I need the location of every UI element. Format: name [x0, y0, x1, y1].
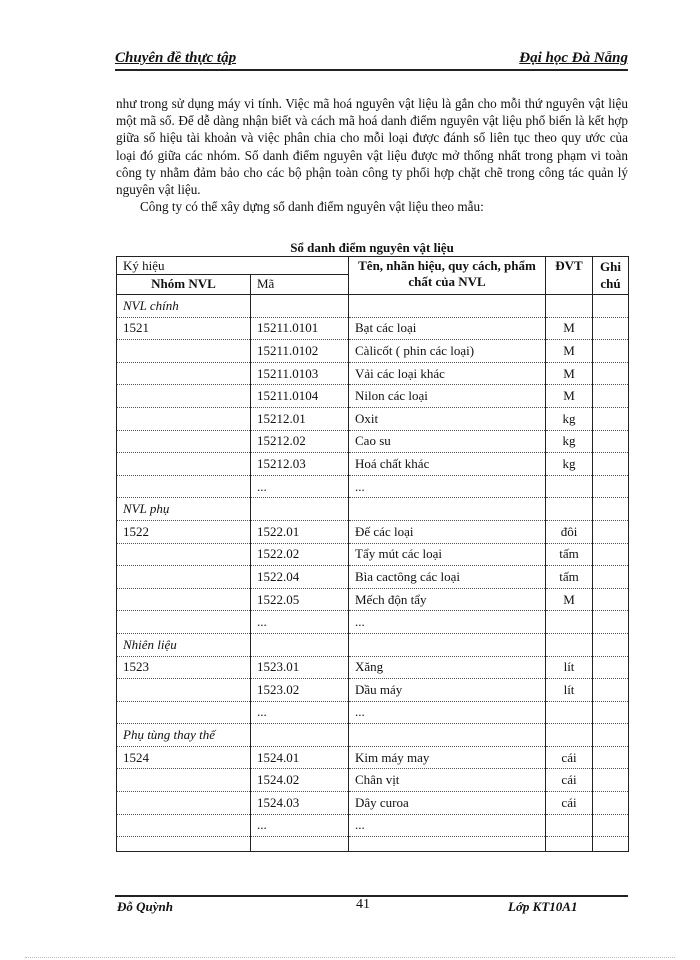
material-name: Nilon các loại: [349, 385, 546, 408]
material-name: Vải các loại khác: [349, 362, 546, 385]
empty-cell: [349, 295, 546, 318]
material-name: ...: [349, 814, 546, 837]
empty-cell: [117, 769, 251, 792]
empty-cell: [251, 498, 349, 521]
table-row: [117, 656, 629, 679]
empty-cell: [117, 475, 251, 498]
material-code: 1523.02: [251, 679, 349, 702]
note-cell: [593, 385, 629, 408]
material-code: 1524.01: [251, 746, 349, 769]
material-code: 15212.03: [251, 453, 349, 476]
table-row: [117, 543, 629, 566]
group-code: 1523: [117, 656, 251, 679]
material-name: Dây curoa: [349, 792, 546, 815]
group-row: [117, 633, 629, 656]
unit: cái: [546, 769, 593, 792]
empty-cell: [117, 814, 251, 837]
empty-cell: [117, 566, 251, 589]
table-row: [117, 317, 629, 340]
header-ma: Mã: [251, 275, 349, 295]
table-row: [117, 475, 629, 498]
empty-cell: [349, 837, 546, 852]
group-name: Phụ tùng thay thế: [117, 724, 251, 747]
group-name: NVL chính: [117, 295, 251, 318]
paragraph: như trong sử dụng máy vi tính. Việc mã hoá nguyên vật liệu là gắn cho mỗi thứ nguyên vật liệu một mã số. Để dễ dàng nhận biết và cách mã hoá danh điểm nguyên vật liệu phổ biến là kết hợp giữa số hiệu tài khoản và việc phân chia cho mỗi loại được đánh số liên tục theo quy ước của loại đó giữa các nhóm. Sổ danh điểm nguyên vật liệu được mở thống nhất trong phạm vi toàn công ty nhằm đảm bảo cho các bộ phận toàn công ty phối hợp chặt chẽ trong công tác quản lý nguyên vật liệu.: [116, 96, 628, 198]
empty-cell: [117, 453, 251, 476]
table-row: [117, 679, 629, 702]
material-name: ...: [349, 475, 546, 498]
group-code: 1524: [117, 746, 251, 769]
table-row: [117, 430, 629, 453]
unit: M: [546, 588, 593, 611]
empty-cell: [349, 633, 546, 656]
note-cell: [593, 611, 629, 634]
material-name: Càlicốt ( phin các loại): [349, 340, 546, 363]
material-code: ...: [251, 611, 349, 634]
material-name: Mếch độn tẩy: [349, 588, 546, 611]
empty-cell: [117, 611, 251, 634]
unit: kg: [546, 430, 593, 453]
empty-cell: [349, 498, 546, 521]
note-cell: [593, 362, 629, 385]
material-code: 15211.0101: [251, 317, 349, 340]
material-code: 1522.05: [251, 588, 349, 611]
material-name: Dầu máy: [349, 679, 546, 702]
table-row: [117, 385, 629, 408]
table-row: [117, 407, 629, 430]
empty-cell: [251, 724, 349, 747]
header-right: Đại học Đà Nẵng: [519, 50, 628, 66]
page-header: [115, 49, 628, 71]
table-row: [117, 340, 629, 363]
note-cell: [593, 475, 629, 498]
unit: tấm: [546, 566, 593, 589]
note-cell: [593, 679, 629, 702]
material-code: 15212.02: [251, 430, 349, 453]
table-caption: Sổ danh điểm nguyên vật liệu: [290, 240, 454, 255]
group-row: [117, 295, 629, 318]
material-code: 1522.04: [251, 566, 349, 589]
unit: [546, 611, 593, 634]
table-row: [117, 362, 629, 385]
empty-cell: [117, 407, 251, 430]
note-cell: [593, 792, 629, 815]
material-name: Chân vịt: [349, 769, 546, 792]
empty-cell: [117, 430, 251, 453]
empty-cell: [117, 385, 251, 408]
unit: lít: [546, 656, 593, 679]
note-cell: [593, 746, 629, 769]
table-row: [117, 611, 629, 634]
page-edge-line: [25, 957, 675, 958]
group-row: [117, 498, 629, 521]
material-name: Tẩy mút các loại: [349, 543, 546, 566]
material-code: 1524.03: [251, 792, 349, 815]
empty-cell: [117, 588, 251, 611]
material-code: 15212.01: [251, 407, 349, 430]
material-name: Cao su: [349, 430, 546, 453]
material-code: ...: [251, 701, 349, 724]
empty-cell: [349, 724, 546, 747]
header-dvt: ĐVT: [546, 257, 593, 295]
material-code: ...: [251, 814, 349, 837]
material-code: 1524.02: [251, 769, 349, 792]
table-row: [117, 520, 629, 543]
note-cell: [593, 701, 629, 724]
page-number: 41: [356, 897, 370, 912]
note-cell: [593, 340, 629, 363]
empty-cell: [546, 837, 593, 852]
note-cell: [593, 814, 629, 837]
empty-cell: [117, 701, 251, 724]
empty-cell: [251, 633, 349, 656]
material-name: Hoá chất khác: [349, 453, 546, 476]
footer-right: Lớp KT10A1: [508, 899, 578, 914]
empty-cell: [117, 362, 251, 385]
note-cell: [593, 453, 629, 476]
note-cell: [593, 566, 629, 589]
empty-cell: [117, 543, 251, 566]
empty-cell: [593, 724, 629, 747]
group-code: 1522: [117, 520, 251, 543]
table-row: [117, 453, 629, 476]
body-text: [116, 95, 628, 215]
note-cell: [593, 407, 629, 430]
note-cell: [593, 317, 629, 340]
material-code: 1522.02: [251, 543, 349, 566]
group-code: 1521: [117, 317, 251, 340]
material-name: Kim máy may: [349, 746, 546, 769]
header-ghi-chu: Ghi chú: [593, 257, 629, 295]
unit: M: [546, 362, 593, 385]
table-row: [117, 746, 629, 769]
material-name: ...: [349, 701, 546, 724]
unit: M: [546, 385, 593, 408]
unit: kg: [546, 407, 593, 430]
material-code: 15211.0102: [251, 340, 349, 363]
empty-cell: [593, 498, 629, 521]
empty-cell: [546, 724, 593, 747]
empty-cell: [546, 295, 593, 318]
unit: [546, 701, 593, 724]
header-nhom: Nhóm NVL: [117, 275, 251, 295]
empty-cell: [546, 498, 593, 521]
empty-cell: [117, 837, 251, 852]
empty-cell: [593, 295, 629, 318]
unit: tấm: [546, 543, 593, 566]
material-code: 1522.01: [251, 520, 349, 543]
material-catalog-table: [116, 256, 629, 852]
unit: kg: [546, 453, 593, 476]
material-name: Xăng: [349, 656, 546, 679]
note-cell: [593, 430, 629, 453]
header-left: Chuyên đề thực tập: [115, 50, 237, 66]
unit: cái: [546, 792, 593, 815]
empty-cell: [593, 633, 629, 656]
material-code: 1523.01: [251, 656, 349, 679]
paragraph: Công ty có thể xây dựng sổ danh điểm nguyên vật liệu theo mẫu:: [140, 199, 484, 215]
header-ten: Tên, nhãn hiệu, quy cách, phẩm chất của NVL: [349, 257, 546, 295]
table-row: [117, 588, 629, 611]
note-cell: [593, 543, 629, 566]
group-name: NVL phụ: [117, 498, 251, 521]
table-row: [117, 792, 629, 815]
note-cell: [593, 769, 629, 792]
empty-cell: [593, 837, 629, 852]
group-row: [117, 724, 629, 747]
material-name: ...: [349, 611, 546, 634]
group-name: Nhiên liệu: [117, 633, 251, 656]
material-code: 15211.0104: [251, 385, 349, 408]
table-row: [117, 566, 629, 589]
unit: đôi: [546, 520, 593, 543]
empty-cell: [117, 792, 251, 815]
note-cell: [593, 588, 629, 611]
empty-cell: [251, 295, 349, 318]
footer-left: Đỗ Quỳnh: [117, 899, 173, 914]
material-name: Bìa cactông các loại: [349, 566, 546, 589]
table-row: [117, 769, 629, 792]
note-cell: [593, 520, 629, 543]
note-cell: [593, 656, 629, 679]
empty-cell: [251, 837, 349, 852]
material-code: ...: [251, 475, 349, 498]
unit: cái: [546, 746, 593, 769]
material-name: Bạt các loại: [349, 317, 546, 340]
unit: [546, 475, 593, 498]
unit: [546, 814, 593, 837]
footer-rule: [115, 895, 628, 897]
unit: M: [546, 340, 593, 363]
unit: lít: [546, 679, 593, 702]
empty-cell: [117, 340, 251, 363]
table-row: [117, 701, 629, 724]
table-end-row: [117, 837, 629, 852]
header-ky-hieu: Ký hiệu: [117, 257, 349, 275]
unit: M: [546, 317, 593, 340]
empty-cell: [117, 679, 251, 702]
empty-cell: [546, 633, 593, 656]
material-code: 15211.0103: [251, 362, 349, 385]
material-name: Oxit: [349, 407, 546, 430]
material-name: Đế các loại: [349, 520, 546, 543]
table-row: [117, 814, 629, 837]
